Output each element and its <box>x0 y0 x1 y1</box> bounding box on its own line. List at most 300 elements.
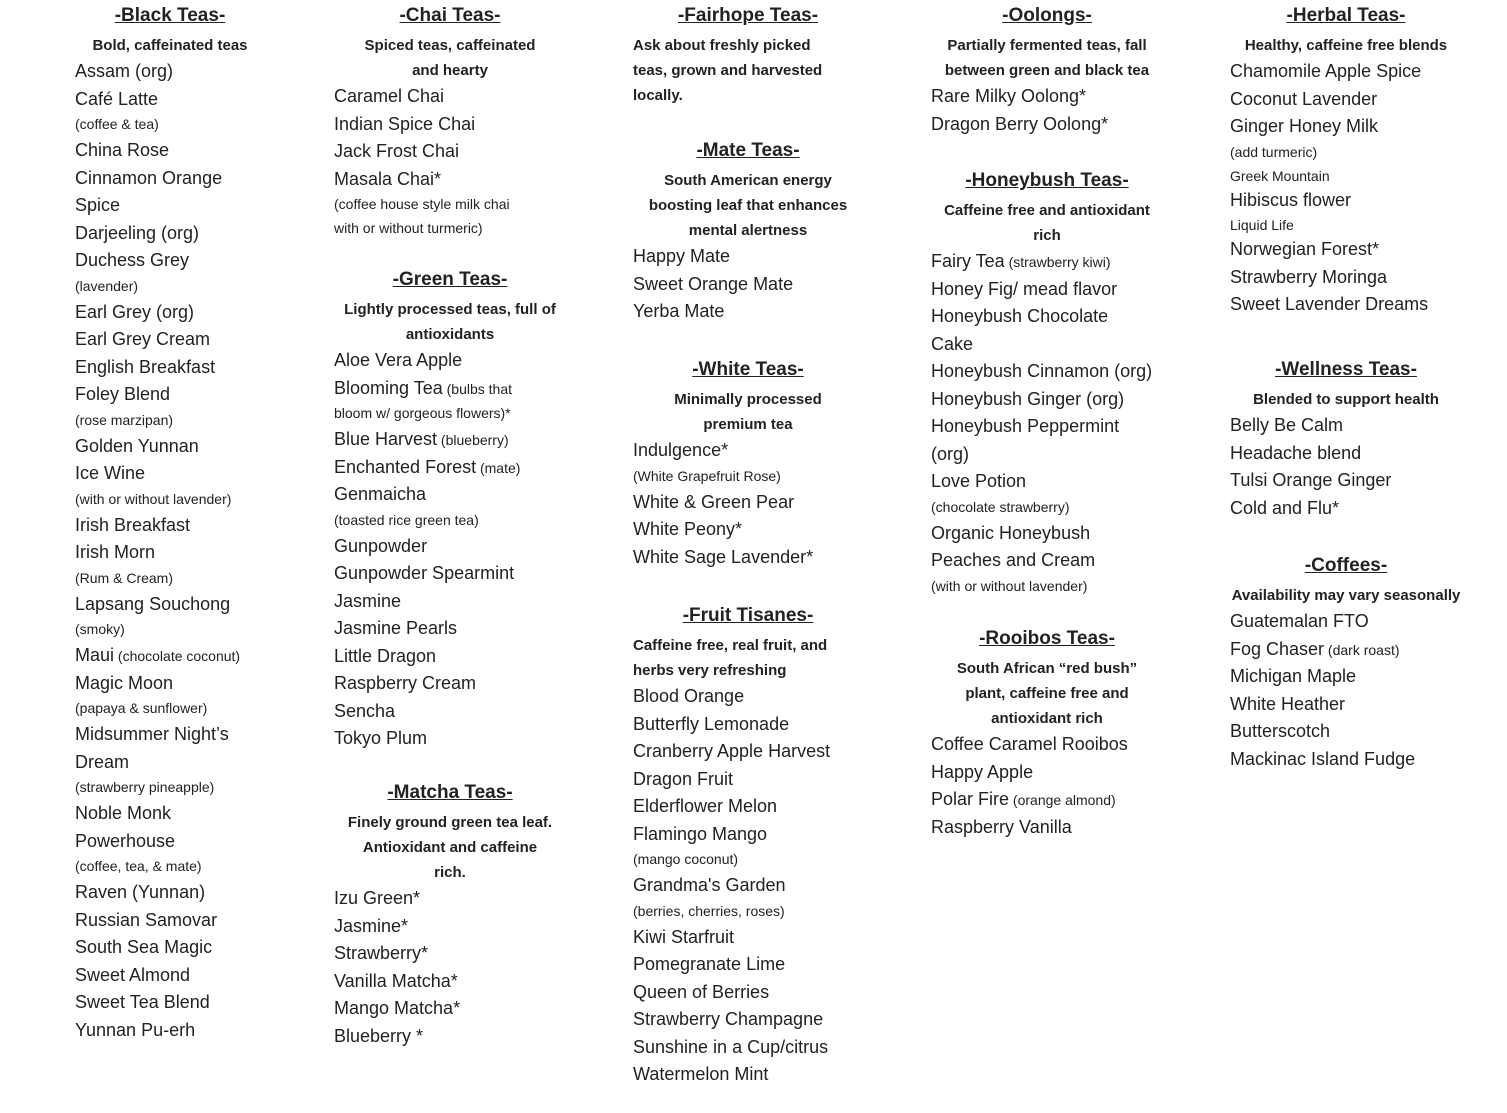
item-text: (smoky) <box>75 621 125 637</box>
menu-section-green-teas <box>334 271 566 753</box>
item-text: Cinnamon Orange <box>75 167 223 188</box>
item-text: Butterscotch <box>1230 721 1331 741</box>
item-text: Jasmine Pearls <box>334 618 458 638</box>
item-note <box>75 855 265 879</box>
item-text: Genmaicha <box>334 484 427 504</box>
item-text: Midsummer Night’s <box>75 724 229 744</box>
tea-item <box>334 533 566 561</box>
tea-item <box>75 749 265 777</box>
item-text: Michigan Maple <box>1230 666 1357 686</box>
tea-item <box>334 885 566 913</box>
item-note <box>334 217 566 241</box>
menu-section-oolongs <box>931 7 1163 138</box>
tea-item <box>334 560 566 588</box>
tea-item <box>75 539 265 567</box>
item-text: Ginger Honey Milk <box>1230 116 1379 136</box>
item-text: Foley Blend <box>75 384 171 404</box>
section-description: between green and black tea <box>944 62 1150 79</box>
tea-list <box>633 683 863 1089</box>
tea-item <box>334 347 566 375</box>
item-text: Noble Monk <box>75 803 172 823</box>
tea-item <box>1230 718 1462 746</box>
tea-item <box>633 298 863 326</box>
item-text: with or without turmeric) <box>334 220 483 236</box>
tea-item <box>334 643 566 671</box>
menu-section-coffees <box>1230 557 1462 773</box>
item-text: Blueberry * <box>334 1025 424 1046</box>
section-title: -Herbal Teas- <box>1286 5 1406 26</box>
section-description: teas, grown and harvested <box>633 62 823 79</box>
tea-list <box>633 437 863 571</box>
tea-list <box>334 885 566 1050</box>
section-description: rich. <box>434 864 466 881</box>
tea-item <box>931 547 1163 575</box>
item-text: Indulgence* <box>633 440 729 460</box>
item-text: (rose marzipan) <box>75 411 174 428</box>
item-text: Sweet Lavender Dreams <box>1230 294 1429 314</box>
item-text: Sweet Almond <box>75 964 191 985</box>
tea-item <box>334 968 566 996</box>
item-note <box>334 193 566 217</box>
tea-item <box>633 766 863 794</box>
tea-item <box>75 192 265 220</box>
menu-section-honeybush-teas <box>931 172 1163 599</box>
tea-item <box>1230 691 1462 719</box>
tea-item <box>1230 608 1462 636</box>
tea-item <box>1230 291 1462 319</box>
tea-item <box>334 1023 566 1051</box>
item-text: Kiwi Starfruit <box>633 926 735 947</box>
tea-item <box>931 303 1163 331</box>
tea-item <box>1230 636 1462 664</box>
item-text: Sunshine in a Cup/citrus <box>633 1036 829 1057</box>
section-description: Caffeine free, real fruit, and <box>633 637 828 654</box>
tea-item <box>931 814 1163 842</box>
tea-item <box>633 821 863 849</box>
item-text: Little Dragon <box>334 645 437 666</box>
tea-item <box>1230 165 1462 187</box>
section-title: -White Teas- <box>692 359 804 380</box>
tea-item <box>334 111 566 139</box>
tea-item <box>1230 440 1462 468</box>
item-text: Love Potion <box>931 471 1027 491</box>
section-description: Partially fermented teas, fall <box>947 37 1147 54</box>
tea-item <box>633 271 863 299</box>
tea-item <box>633 979 863 1007</box>
section-description: Antioxidant and caffeine <box>362 839 538 856</box>
item-text: South Sea Magic <box>75 937 213 957</box>
item-text: (berries, cherries, roses) <box>633 902 785 919</box>
item-text: Aloe Vera Apple <box>334 350 463 370</box>
item-text: Masala Chai* <box>334 168 442 189</box>
tea-item <box>633 738 863 766</box>
tea-item <box>633 1034 863 1062</box>
tea-list <box>334 347 566 753</box>
item-text: (coffee & tea) <box>75 116 159 132</box>
tea-item <box>75 934 265 962</box>
item-text: (chocolate strawberry) <box>931 498 1070 515</box>
tea-item <box>75 907 265 935</box>
item-text: Raven (Yunnan) <box>75 882 206 902</box>
section-description: Healthy, caffeine free blends <box>1244 37 1448 54</box>
item-text: (with or without lavender) <box>931 577 1088 594</box>
item-text: Strawberry Champagne <box>633 1009 824 1029</box>
item-text: Greek Mountain <box>1230 167 1330 184</box>
tea-item <box>334 138 566 166</box>
item-text: China Rose <box>75 140 170 160</box>
item-text: Watermelon Mint <box>633 1064 769 1084</box>
section-description: plant, caffeine free and <box>965 685 1129 702</box>
tea-item <box>75 962 265 990</box>
item-flavor-note: (dark roast) <box>1324 641 1400 658</box>
item-note <box>75 776 265 800</box>
item-text: Jack Frost Chai <box>334 141 460 161</box>
section-title: -Black Teas- <box>114 5 226 26</box>
tea-item <box>1230 86 1462 114</box>
item-text: Butterfly Lemonade <box>633 713 790 734</box>
menu-section-herbal-teas <box>1230 7 1462 319</box>
tea-item <box>334 940 566 968</box>
item-text: Enchanted Forest <box>334 456 477 477</box>
item-text: Spice <box>75 195 121 215</box>
tea-item <box>75 721 265 749</box>
section-description: Finely ground green tea leaf. <box>347 814 553 831</box>
section-title: -Matcha Teas- <box>387 782 513 803</box>
tea-item <box>1230 236 1462 264</box>
tea-item <box>334 83 566 111</box>
tea-item <box>334 698 566 726</box>
section-description: rich <box>1033 227 1061 244</box>
tea-item <box>75 247 265 275</box>
item-text: Maui <box>75 645 115 665</box>
tea-item <box>931 111 1163 139</box>
section-description: antioxidants <box>405 326 495 343</box>
item-text: (coffee house style milk chai <box>334 196 510 212</box>
item-text: Queen of Berries <box>633 981 770 1002</box>
tea-item <box>931 248 1163 276</box>
tea-item <box>334 670 566 698</box>
tea-item <box>334 588 566 616</box>
tea-item <box>633 437 863 465</box>
menu-section-matcha-teas <box>334 784 566 1050</box>
item-text: Honeybush Chocolate <box>931 306 1109 326</box>
tea-item <box>931 441 1163 469</box>
item-text: Honeybush Cinnamon (org) <box>931 361 1153 381</box>
item-text: Tokyo Plum <box>334 728 428 748</box>
item-text: Earl Grey Cream <box>75 329 211 349</box>
menu-section-fairhope-teas <box>633 7 863 108</box>
tea-item <box>334 454 566 482</box>
item-text: Rare Milky Oolong* <box>931 86 1087 106</box>
item-note <box>633 900 863 924</box>
item-note <box>334 402 566 426</box>
item-note <box>633 465 863 489</box>
item-text: Guatemalan FTO <box>1230 611 1369 631</box>
item-note <box>931 496 1163 520</box>
item-text: Jasmine* <box>334 915 409 936</box>
tea-list <box>633 243 863 326</box>
tea-item <box>75 1017 265 1045</box>
section-title: -Mate Teas- <box>696 140 800 161</box>
item-text: Mackinac Island Fudge <box>1230 748 1416 769</box>
item-text: Liquid Life <box>1230 217 1294 233</box>
menu-section-white-teas <box>633 361 863 571</box>
item-text: Caramel Chai <box>334 86 445 106</box>
tea-item <box>1230 214 1462 236</box>
item-text: Mango Matcha* <box>334 998 461 1018</box>
tea-list <box>1230 58 1462 319</box>
item-text: Happy Mate <box>633 246 731 266</box>
tea-item <box>633 1061 863 1089</box>
tea-item <box>75 670 265 698</box>
item-text: Honeybush Ginger (org) <box>931 388 1125 409</box>
item-text: Sweet Tea Blend <box>75 992 210 1012</box>
tea-item <box>633 951 863 979</box>
item-text: White & Green Pear <box>633 491 795 512</box>
item-text: Magic Moon <box>75 672 174 693</box>
section-title: -Wellness Teas- <box>1275 359 1417 380</box>
item-text: Duchess Grey <box>75 250 190 270</box>
section-description: South American energy <box>664 172 832 189</box>
tea-item <box>75 460 265 488</box>
item-text: Golden Yunnan <box>75 435 199 456</box>
item-text: Darjeeling (org) <box>75 222 200 243</box>
tea-item <box>931 468 1163 496</box>
item-note <box>633 848 863 872</box>
tea-item <box>334 615 566 643</box>
section-title: -Chai Teas- <box>399 5 501 26</box>
item-text: Cold and Flu* <box>1230 497 1340 518</box>
item-text: Yerba Mate <box>633 301 725 321</box>
section-description: locally. <box>633 87 683 104</box>
tea-item <box>75 989 265 1017</box>
tea-list <box>1230 412 1462 522</box>
item-text: Powerhouse <box>75 830 176 851</box>
tea-item <box>334 913 566 941</box>
tea-item <box>931 83 1163 111</box>
item-text: White Sage Lavender* <box>633 546 814 567</box>
tea-list <box>334 83 566 241</box>
item-text: bloom w/ gorgeous flowers)* <box>334 405 511 421</box>
tea-item <box>75 512 265 540</box>
tea-item <box>334 375 566 403</box>
item-text: Russian Samovar <box>75 909 218 930</box>
item-text: Raspberry Cream <box>334 673 477 693</box>
item-text: Vanilla Matcha* <box>334 970 458 991</box>
item-flavor-note: (mate) <box>476 459 521 476</box>
item-text: Headache blend <box>1230 442 1362 463</box>
item-text: Izu Green* <box>334 888 421 908</box>
section-description: South African “red bush” <box>956 660 1138 677</box>
section-description: and hearty <box>412 62 488 79</box>
tea-item <box>633 924 863 952</box>
item-note <box>75 275 265 299</box>
item-text: Coconut Lavender <box>1230 88 1378 109</box>
menu-section-fruit-tisanes <box>633 607 863 1089</box>
item-text: Sweet Orange Mate <box>633 273 794 294</box>
item-note <box>75 567 265 591</box>
tea-item <box>1230 467 1462 495</box>
tea-item <box>75 137 265 165</box>
menu-section-black-teas <box>75 7 265 1044</box>
item-text: Peaches and Cream <box>931 550 1096 570</box>
item-text: Cranberry Apple Harvest <box>633 741 831 761</box>
tea-item <box>931 786 1163 814</box>
item-text: Earl Grey (org) <box>75 301 195 322</box>
item-text: Dream <box>75 751 130 772</box>
item-note <box>75 488 265 512</box>
tea-item <box>1230 264 1462 292</box>
item-text: Sencha <box>334 700 396 721</box>
section-description: antioxidant rich <box>991 710 1103 727</box>
item-text: Yunnan Pu-erh <box>75 1019 196 1040</box>
item-text: Blue Harvest <box>334 429 438 449</box>
tea-item <box>75 381 265 409</box>
tea-item <box>1230 187 1462 215</box>
item-note <box>75 409 265 433</box>
section-description: Minimally processed <box>674 391 822 408</box>
tea-list <box>931 731 1163 841</box>
tea-item <box>1230 746 1462 774</box>
section-title: -Green Teas- <box>392 269 508 290</box>
tea-item <box>633 872 863 900</box>
tea-item <box>334 481 566 509</box>
section-description: Blended to support health <box>1253 391 1439 408</box>
tea-item <box>931 759 1163 787</box>
section-title: -Rooibos Teas- <box>979 628 1115 649</box>
item-text: Dragon Berry Oolong* <box>931 113 1109 134</box>
item-text: (org) <box>931 443 970 464</box>
tea-item <box>75 800 265 828</box>
tea-item <box>75 642 265 670</box>
item-text: (papaya & sunflower) <box>75 700 208 716</box>
item-text: Cake <box>931 333 974 354</box>
tea-item <box>633 243 863 271</box>
item-text: Organic Honeybush <box>931 522 1091 543</box>
item-text: (lavender) <box>75 277 139 294</box>
item-flavor-note: (blueberry) <box>437 432 509 448</box>
item-text: (mango coconut) <box>633 851 739 867</box>
tea-item <box>1230 113 1462 141</box>
item-text: Coffee Caramel Rooibos <box>931 734 1128 754</box>
tea-item <box>931 386 1163 414</box>
item-text: Gunpowder Spearmint <box>334 563 515 583</box>
item-text: Pomegranate Lime <box>633 954 786 974</box>
item-text: Irish Breakfast <box>75 514 191 535</box>
item-text: Ice Wine <box>75 463 146 483</box>
item-text: Happy Apple <box>931 761 1034 782</box>
section-description: Bold, caffeinated teas <box>92 37 248 54</box>
item-flavor-note: (bulbs that <box>442 380 513 397</box>
item-text: Gunpowder <box>334 535 428 556</box>
tea-item <box>633 793 863 821</box>
section-description: mental alertness <box>688 222 808 239</box>
tea-item <box>633 516 863 544</box>
item-text: (strawberry pineapple) <box>75 779 215 795</box>
tea-list <box>75 58 265 1044</box>
item-text: Strawberry Moringa <box>1230 266 1388 287</box>
item-text: (White Grapefruit Rose) <box>633 467 781 484</box>
item-text: Tulsi Orange Ginger <box>1230 470 1392 490</box>
tea-item <box>75 220 265 248</box>
section-description: Lightly processed teas, full of <box>344 301 556 318</box>
tea-item <box>75 591 265 619</box>
tea-item <box>75 828 265 856</box>
tea-item <box>75 326 265 354</box>
tea-item <box>75 879 265 907</box>
tea-item <box>75 86 265 114</box>
item-note <box>75 697 265 721</box>
item-text: Assam (org) <box>75 61 174 81</box>
section-description: boosting leaf that enhances <box>648 197 848 214</box>
item-note <box>1230 141 1462 165</box>
item-text: (Rum & Cream) <box>75 569 174 586</box>
section-title: -Fairhope Teas- <box>677 5 819 26</box>
item-note <box>931 575 1163 599</box>
tea-item <box>931 276 1163 304</box>
item-text: Hibiscus flower <box>1230 189 1352 210</box>
item-flavor-note: (orange almond) <box>1009 792 1116 808</box>
section-description: Availability may vary seasonally <box>1231 587 1461 604</box>
item-text: Blooming Tea <box>334 377 443 398</box>
item-text: Blood Orange <box>633 686 745 706</box>
menu-section-chai-teas <box>334 7 566 241</box>
item-text: Grandma's Garden <box>633 875 786 895</box>
item-text: Norwegian Forest* <box>1230 239 1380 259</box>
item-note <box>75 113 265 137</box>
section-description: Caffeine free and antioxidant <box>944 202 1150 219</box>
item-text: (add turmeric) <box>1230 143 1318 160</box>
item-text: Lapsang Souchong <box>75 593 231 614</box>
tea-item <box>334 166 566 194</box>
item-text: Indian Spice Chai <box>334 113 476 134</box>
item-text: Flamingo Mango <box>633 823 768 844</box>
item-text: White Peony* <box>633 519 743 539</box>
tea-item <box>931 413 1163 441</box>
tea-item <box>334 426 566 454</box>
section-description: Spiced teas, caffeinated <box>364 37 536 54</box>
item-flavor-note: (chocolate coconut) <box>114 648 241 664</box>
item-text: (toasted rice green tea) <box>334 511 479 528</box>
section-title: -Fruit Tisanes- <box>682 605 814 626</box>
section-description: premium tea <box>703 416 793 433</box>
tea-list <box>931 83 1163 138</box>
section-title: -Honeybush Teas- <box>965 170 1129 191</box>
tea-list <box>931 248 1163 599</box>
item-text: Irish Morn <box>75 542 156 562</box>
tea-item <box>633 711 863 739</box>
tea-item <box>633 683 863 711</box>
section-title: -Oolongs- <box>1002 5 1092 26</box>
tea-item <box>75 299 265 327</box>
item-text: Dragon Fruit <box>633 768 734 789</box>
tea-item <box>931 331 1163 359</box>
tea-item <box>75 354 265 382</box>
item-text: Fairy Tea <box>931 251 1005 271</box>
item-text: Fog Chaser <box>1230 638 1325 659</box>
item-text: Raspberry Vanilla <box>931 816 1072 837</box>
tea-item <box>931 358 1163 386</box>
item-text: Café Latte <box>75 88 159 109</box>
item-note <box>334 509 566 533</box>
tea-item <box>1230 663 1462 691</box>
item-text: Strawberry* <box>334 943 429 963</box>
tea-item <box>75 165 265 193</box>
tea-list <box>1230 608 1462 773</box>
item-note <box>75 618 265 642</box>
tea-item <box>633 1006 863 1034</box>
item-text: Polar Fire <box>931 789 1010 809</box>
